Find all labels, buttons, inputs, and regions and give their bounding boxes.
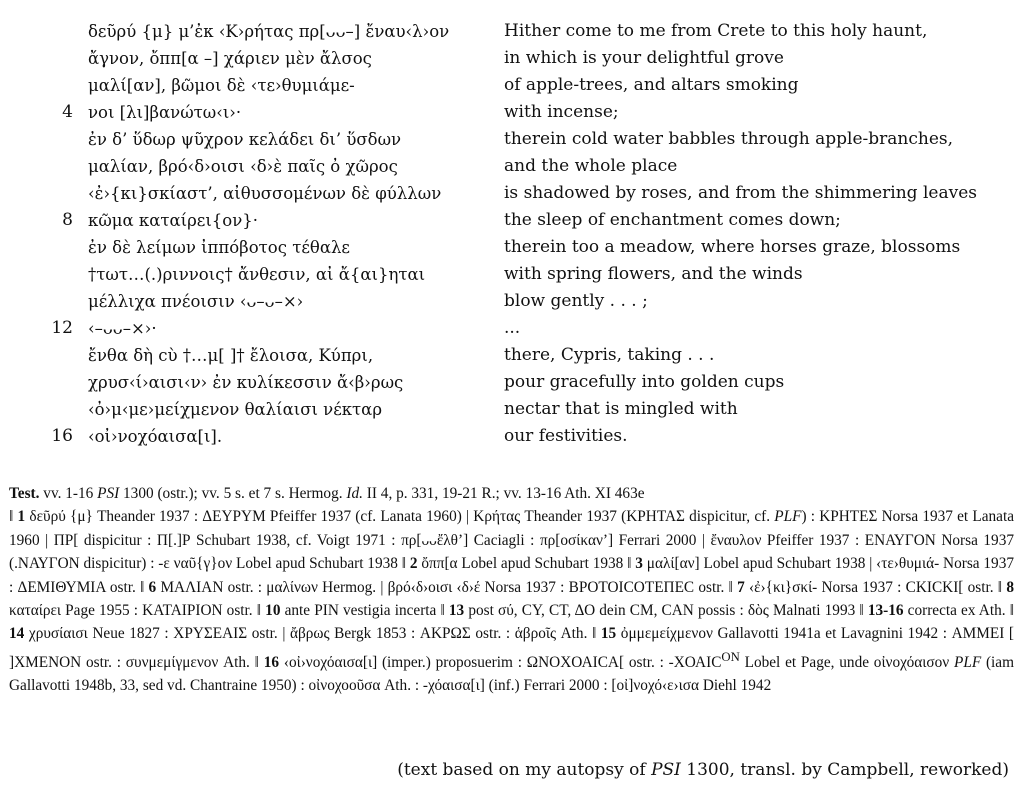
- translation-text: pour gracefully into golden cups: [504, 372, 785, 392]
- poem-line: [40, 207, 1020, 234]
- poem-block: [40, 18, 1020, 450]
- poem-line: [40, 99, 1020, 126]
- poem-line: [40, 342, 1020, 369]
- greek-text: νοι [λι]βανώτω‹ι›·: [88, 103, 242, 122]
- translation-text: with incense;: [504, 102, 619, 122]
- greek-text: μαλίαν, βρό‹δ›οισι ‹δ›ὲ παῖς ὀ χῶρος: [88, 157, 398, 176]
- poem-line: [40, 288, 1020, 315]
- translation-text: ...: [504, 318, 521, 338]
- poem-line: [40, 153, 1020, 180]
- verse-number: 2: [409, 555, 418, 573]
- poem-line: [40, 180, 1020, 207]
- translation-text: nectar that is mingled with: [504, 399, 738, 419]
- poem-line: [40, 18, 1020, 45]
- greek-text: χρυσ‹ί›αισι‹ν› ἐν κυλίκεσσιν ἄ‹β›ρως: [88, 373, 404, 392]
- line-number: 4: [62, 102, 73, 122]
- translation-text: Hither come to me from Crete to this holy haunt,: [504, 21, 928, 41]
- greek-text: ‹ὀ›μ‹με›μείχμενον θαλίαισι νέκταρ: [88, 400, 383, 419]
- poem-line: [40, 45, 1020, 72]
- verse-number: 3: [635, 555, 643, 573]
- apparatus-entries: ‖ 1 δεῦρύ {μ} Theander 1937 : ΔΕΥΡΥΜ Pfeiffer 1937 (cf. Lanata 1960) | Κρήτας Theander 1937 (ΚΡΗΤΑΣ dispicitur, cf. PLF) : ΚΡΗΤΕΣ Norsa 1937 et Lanata 1960 | ΠΡ[ dispicitur : Π[.]Ρ Schubart 1938, cf. Voigt 1971 : πρ[ᴗᴗἔλθ’] Caciagli : πρ[οσίκαν’] Ferrari 2000 | ἔναυλον Pfeiffer 1937 : ΕΝΑΥΓΟΝ Norsa 1937 (.ΝΑΥΓΟΝ dispicitur) : -ε ναῦ{γ}ον Lobel apud Schubart 1938 ‖ 2 ὄππ[α Lobel apud Schubart 1938 ‖ 3 μαλί[αν] Lobel apud Schubart 1938 | ‹τε›θυμιά- Norsa 1937 : ΔΕΜΙΘΥΜΙΑ ostr. ‖ 6 ΜΑΛΙΑΝ ostr. : μαλίνων Hermog. | βρό‹δ›οισι ‹δ›έ Norsa 1937 : ΒΡΟΤΟΙCΟΤΕΠΕC ostr. ‖ 7 ‹ἐ›{κι}σκί- Norsa 1937 : CΚΙCΚΙ[ ostr. ‖ 8 καταίρει Page 1955 : ΚΑΤΑΙΡΙΟΝ ostr. ‖ 10 ante ΡΙΝ vestigia incerta ‖ 13 post σύ, CΥ, CΤ, ΔΟ dein CΜ, CΑΝ possis : δὸς Malnati 1993 ‖ 13-16 correcta ex Ath. ‖ 14 χρυσίαισι Neue 1827 : ΧΡΥΣΕΑΙΣ ostr. | ἄβρως Bergk 1853 : ΑΚΡΩΣ ostr. : ἁβροῖς Ath. ‖ 15 ὀμμεμείχμενον Gallavotti 1941a et Lavagnini 1942 : ΑΜΜΕΙ [ ]ΧΜΕΝΟΝ ostr. : συνμεμίγμενον Ath. ‖ 16 ‹οἰ›νοχόαισα[ι] (imper.) proposuerim : ΩΝΟΧΟΑΙCΑ[ ostr. : $-XOAIC^{ON}$ Lobel et Page, unde οἰνοχόαισον PLF (iam Gallavotti 1948b, 33, sed vd. Chantraine 1950) : οἰνοχοοῦσα Ath. : -χόαισα[ι] (inf.) Ferrari 2000 : [οἰ]νοχό‹ε›ισα Diehl 1942: [9, 508, 1014, 695]
- poem-line: [40, 423, 1020, 450]
- verse-number: 1: [17, 508, 26, 526]
- verse-number: 6: [148, 578, 157, 596]
- line-number: 16: [51, 426, 73, 446]
- greek-text: ἐν δὲ λείμων ἰππόβοτος τέθαλε: [88, 238, 350, 257]
- greek-text: ἄγνον, ὄππ[α –] χάριεν μὲν ἄλσος: [88, 49, 372, 68]
- greek-text: †τωτ…(.)ριννοις† ἄνθεσιν, αἰ ἄ{αι}ηται: [88, 265, 426, 284]
- greek-text: ἔνθα δὴ cὺ †…μ[ ]† ἔλοισα, Κύπρι,: [88, 346, 374, 365]
- translation-text: therein too a meadow, where horses graze, blossoms: [504, 237, 961, 257]
- verse-number: 7: [737, 578, 745, 596]
- greek-text: ‹οἰ›νοχόαισα[ι].: [88, 427, 223, 446]
- translation-text: the sleep of enchantment comes down;: [504, 210, 841, 230]
- verse-number: 13: [448, 602, 465, 620]
- poem-line: [40, 315, 1020, 342]
- greek-text: κῶμα καταίρει{ον}·: [88, 211, 258, 230]
- translation-text: of apple-trees, and altars smoking: [504, 75, 799, 95]
- testimonia-label: Test.: [9, 485, 40, 502]
- translation-text: therein cold water babbles through apple-branches,: [504, 129, 954, 149]
- verse-number: 15: [600, 625, 617, 643]
- testimonia-line: Test. vv. 1-16 PSI 1300 (ostr.); vv. 5 s. et 7 s. Hermog. Id. II 4, p. 331, 19-21 R.; vv. 13-16 Ath. XI 463e: [9, 485, 645, 502]
- translation-text: with spring flowers, and the winds: [504, 264, 803, 284]
- verse-number: 16: [263, 653, 280, 671]
- poem-line: [40, 261, 1020, 288]
- verse-number: 14: [9, 625, 25, 643]
- poem-line: [40, 234, 1020, 261]
- greek-text: μέλλιχα πνέοισιν ‹ᴗ–ᴗ–×›: [88, 292, 304, 311]
- translation-text: there, Cypris, taking . . .: [504, 345, 715, 365]
- translation-text: is shadowed by roses, and from the shimmering leaves: [504, 183, 977, 203]
- poem-line: [40, 396, 1020, 423]
- poem-line: [40, 369, 1020, 396]
- greek-text: δεῦρύ {μ} μ’ἐκ ‹Κ›ρήτας πρ[ᴗᴗ–] ἔναυ‹λ›ον: [88, 22, 450, 41]
- translation-text: and the whole place: [504, 156, 678, 176]
- greek-text: ‹ἐ›{κι}σκίαστ’, αἰθυσσομένων δὲ φύλλων: [88, 184, 442, 203]
- greek-text: ἐν δ’ ὕδωρ ψῦχρον κελάδει δι’ ὕσδων: [88, 130, 402, 149]
- verse-number: 13-16: [867, 602, 904, 620]
- critical-apparatus: [9, 482, 1014, 698]
- source-credit: (text based on my autopsy of PSI 1300, transl. by Campbell, reworked): [397, 760, 1009, 780]
- poem-line: [40, 72, 1020, 99]
- greek-text: ‹–ᴗᴗ–×›·: [88, 319, 157, 338]
- verse-number: 10: [265, 602, 281, 620]
- translation-text: in which is your delightful grove: [504, 48, 784, 68]
- translation-text: blow gently . . . ;: [504, 291, 648, 311]
- line-number: 12: [51, 318, 73, 338]
- verse-number: 8: [1006, 578, 1014, 596]
- translation-text: our festivities.: [504, 426, 628, 446]
- poem-line: [40, 126, 1020, 153]
- greek-text: μαλί[αν], βῶμοι δὲ ‹τε›θυμιάμε-: [88, 76, 355, 95]
- line-number: 8: [62, 210, 73, 230]
